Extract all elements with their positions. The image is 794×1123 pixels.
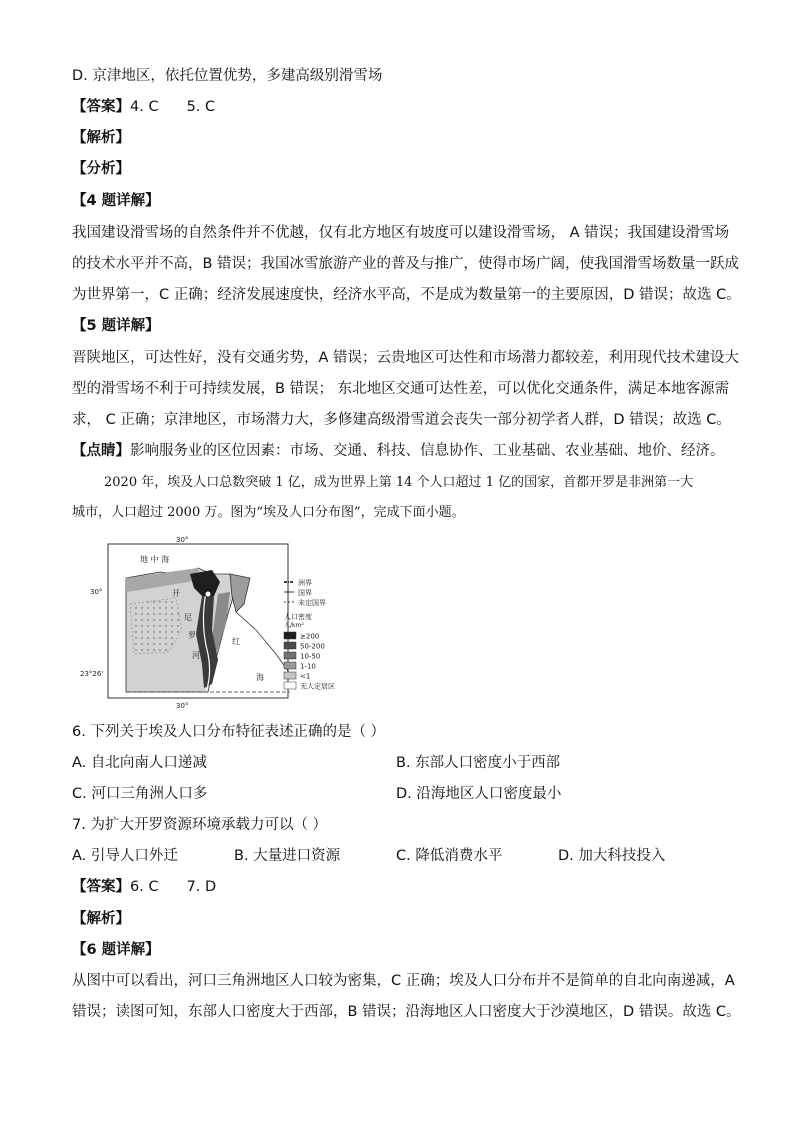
legend-line-2: 国界	[298, 589, 312, 597]
q6-detail-line: 从图中可以看出，河口三角洲地区人口较为密集，C 正确；埃及人口分布并不是简单的自北向南递减，A	[72, 973, 735, 989]
fenxi-heading: 【分析】	[72, 161, 130, 177]
q7-option-c[interactable]: C. 降低消费水平	[396, 848, 503, 864]
q6-option-c[interactable]: C. 河口三角洲人口多	[72, 786, 208, 802]
egypt-population-map	[80, 534, 380, 710]
label-ni: 尼	[184, 613, 192, 622]
map-legend	[284, 578, 335, 691]
answer-label: 【答案】	[72, 879, 130, 895]
lat-top-label: 30°	[176, 536, 189, 544]
legend-swatch	[284, 632, 296, 639]
cairo-marker	[205, 591, 211, 597]
q7-option-d[interactable]: D. 加大科技投入	[558, 848, 666, 864]
lon-bottom-label: 30°	[176, 702, 189, 710]
legend-swatch	[284, 672, 296, 679]
legend-class-label: ≥200	[300, 632, 320, 641]
label-hai: 海	[256, 673, 264, 682]
label-kai: 开	[172, 589, 180, 598]
answer-label: 【答案】	[72, 99, 130, 115]
q7-option-b[interactable]: B. 大量进口资源	[234, 848, 341, 864]
q4-detail-line: 我国建设滑雪场的自然条件并不优越，仅有北方地区有坡度可以建设滑雪场， A 错误；我国建设滑雪场	[72, 225, 730, 241]
answer-5: 5. C	[186, 99, 216, 115]
q6-option-d[interactable]: D. 沿海地区人口密度最小	[396, 786, 562, 802]
lat-30-label: 30°	[90, 588, 103, 596]
q5-detail-line: 求， C 正确；京津地区，市场潜力大，多修建高级滑雪道会丧失一部分初学者人群，D 错误；故选 C。	[72, 412, 731, 428]
q4-detail-line: 的技术水平并不高，B 错误；我国冰雪旅游产业的普及与推广，使得市场广阔，使我国滑雪场数量一跃成	[72, 256, 740, 272]
legend-swatch	[284, 662, 296, 669]
mediterranean-label: 地 中 海	[140, 555, 170, 564]
q6-option-b[interactable]: B. 东部人口密度小于西部	[396, 755, 561, 771]
q6-stem: 6. 下列关于埃及人口分布特征表述正确的是（ ）	[72, 724, 386, 740]
legend-swatch	[284, 682, 296, 689]
q7-option-a[interactable]: A. 引导人口外迁	[72, 848, 178, 864]
q5-option-d: D. 京津地区，依托位置优势，多建高级别滑雪场	[72, 68, 383, 84]
dianjing-text: 影响服务业的区位因素：市场、交通、科技、信息协作、工业基础、农业基础、地价、经济。	[130, 443, 725, 459]
answer-4: 4. C	[130, 99, 159, 115]
legend-class-label: <1	[300, 672, 311, 681]
dianjing-label: 【点睛】	[72, 443, 130, 459]
label-hong: 红	[232, 637, 240, 646]
q6-detail-line: 错误；读图可知，东部人口密度大于西部，B 错误；沿海地区人口密度大于沙漠地区，D 错误。故选 C。	[72, 1004, 741, 1020]
label-luo: 罗	[188, 631, 196, 640]
q4-detail-heading: 【4 题详解】	[72, 193, 160, 209]
lat-2326-label: 23°26'	[80, 670, 104, 678]
jiexi-heading-2: 【解析】	[72, 911, 130, 927]
legend-class-label: 10-50	[300, 652, 321, 661]
legend-swatch	[284, 642, 296, 649]
answer-7: 7. D	[186, 879, 217, 895]
q4-detail-line: 为世界第一，C 正确；经济发展速度快，经济水平高，不是成为数量第一的主要原因，D 错误；故选 C。	[72, 287, 741, 303]
q6-detail-heading: 【6 题详解】	[72, 942, 160, 958]
q6-option-a[interactable]: A. 自北向南人口递减	[72, 755, 207, 771]
legend-swatch	[284, 652, 296, 659]
intro-line: 城市，人口超过 2000 万。图为“埃及人口分布图”，完成下面小题。	[72, 505, 465, 520]
label-he: 河	[192, 651, 200, 660]
jiexi-heading: 【解析】	[72, 130, 130, 146]
legend-line-3: 未定国界	[298, 599, 326, 607]
answer-6-7	[72, 877, 216, 897]
legend-class-label: 50-200	[300, 642, 325, 651]
legend-title: 人口密度	[284, 613, 312, 621]
legend-class-label: 无人定居区	[300, 682, 335, 691]
q5-detail-heading: 【5 题详解】	[72, 318, 160, 334]
q5-detail-line: 晋陕地区，可达性好，没有交通劣势，A 错误；云贵地区可达性和市场潜力都较差，利用现代技术建设大	[72, 350, 740, 366]
q7-stem: 7. 为扩大开罗资源环境承载力可以（ ）	[72, 817, 328, 833]
answer-4-5	[72, 97, 215, 117]
answer-6: 6. C	[130, 879, 159, 895]
legend-unit: 人/km²	[284, 622, 304, 629]
intro-line: 2020 年，埃及人口总数突破 1 亿，成为世界上第 14 个人口超过 1 亿的国家，首都开罗是非洲第一大	[104, 475, 694, 490]
legend-class-label: 1-10	[300, 662, 316, 671]
legend-line-1: 洲界	[298, 579, 312, 587]
q5-detail-line: 型的滑雪场不利于可持续发展，B 错误； 东北地区交通可达性差，可以优化交通条件，满足本地客源需	[72, 381, 730, 397]
dianjing	[72, 441, 725, 461]
